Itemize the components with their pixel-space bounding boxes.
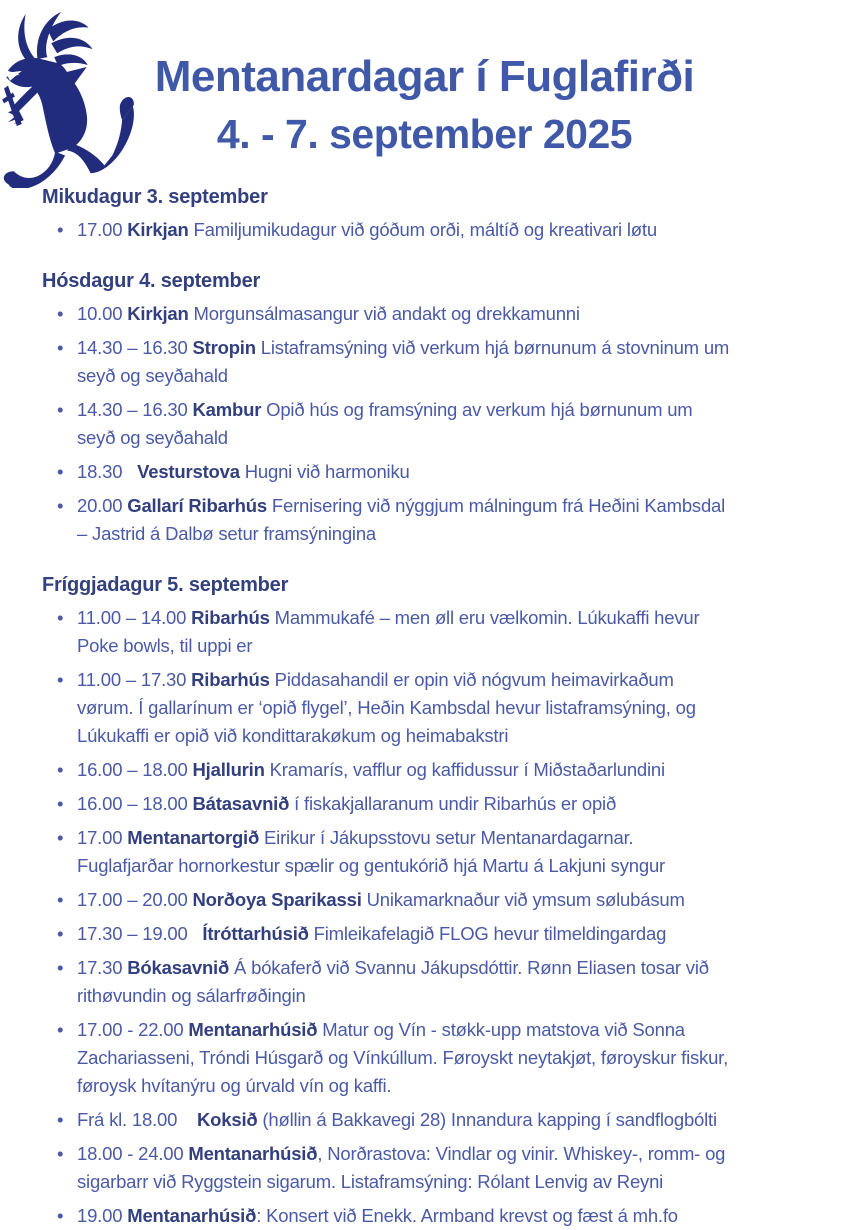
event-item — [42, 1016, 732, 1100]
event-venue: Bókasavnið — [127, 956, 230, 978]
event-desc: Matur og Vín - støkk-upp matstova við Sonna Zachariasseni, Tróndi Húsgarð og Vínkúllum. Føroyskt neytakjøt, føroyskur fiskur, føroysk hvítanýru og úrvald vín og kaffi. — [77, 1018, 729, 1096]
event-venue: Mentanarhúsið — [188, 1018, 318, 1040]
poster-header — [0, 0, 849, 158]
event-item — [42, 824, 732, 880]
event-desc: Piddasahandil er opin við nógvum heimavirkaðum vørum. Í gallarínum er ‘opið flygel’, Heðin Kambsdal hevur listaframsýning, og Lúkukaffi er opið við kondittarakøkum og heimabakstri — [77, 668, 696, 746]
event-desc: Familjumikudagur við góðum orði, máltíð og kreativari løtu — [188, 218, 657, 240]
event-venue: Kirkjan — [127, 302, 189, 324]
event-venue: Vesturstova — [137, 460, 240, 482]
event-desc: Á bókaferð við Svannu Jákupsdóttir. Rønn Eliasen tosar við rithøvundin og sálarfrøðingin — [77, 956, 709, 1006]
event-venue: Ítróttarhúsið — [202, 922, 309, 944]
running-troll-logo-icon — [2, 6, 135, 188]
event-item — [42, 396, 732, 452]
event-desc: Konsert við Enekk. Armband krevst og fæst á mh.fo — [261, 1204, 678, 1226]
event-desc: Kramarís, vafflur og kaffidussur í Miðstaðarlundini — [264, 758, 665, 780]
event-desc: Unikamarknaður við ymsum sølubásum — [361, 888, 685, 910]
day-heading: Hósdagur 4. september — [42, 269, 261, 292]
event-time: 17.00 — [77, 218, 128, 240]
event-venue: Hjallurin — [192, 758, 265, 780]
event-time: 17.00 - 22.00 — [77, 1018, 189, 1040]
event-time: 14.30 – 16.30 — [77, 398, 193, 420]
day-section — [42, 186, 732, 244]
event-time: 20.00 — [77, 494, 128, 516]
day-heading: Mikudagur 3. september — [42, 185, 268, 208]
event-list — [42, 300, 732, 548]
event-time: 19.00 — [77, 1204, 128, 1226]
event-desc: í fiskakjallaranum undir Ribarhús er opið — [289, 792, 617, 814]
event-desc: (høllin á Bakkavegi 28) Innandura kapping í sandflogbólti — [257, 1108, 717, 1130]
poster-date-range: 4. - 7. september 2025 — [216, 110, 633, 157]
event-item — [42, 920, 732, 948]
event-time: 17.30 — [77, 956, 128, 978]
event-time: 17.00 — [77, 826, 128, 848]
event-separator: : — [256, 1204, 262, 1226]
day-heading: Fríggjadagur 5. september — [42, 573, 289, 596]
event-item — [42, 954, 732, 1010]
event-time: 18.00 - 24.00 — [77, 1142, 189, 1164]
event-item — [42, 604, 732, 660]
event-desc: Mammukafé – men øll eru vælkomin. Lúkukaffi hevur Poke bowls, til uppi er — [77, 606, 700, 656]
event-desc: Fimleikafelagið FLOG hevur tilmeldingardag — [308, 922, 667, 944]
event-venue: Koksið — [197, 1108, 258, 1130]
event-venue: Ribarhús — [191, 606, 270, 628]
event-desc: Norðrastova: Vindlar og vinir. Whiskey-, romm- og sigarbarr við Ryggstein sigarum. Listaframsýning: Rólant Lenvig av Reyni — [77, 1142, 726, 1192]
event-time: 17.00 – 20.00 — [77, 888, 193, 910]
event-venue: Stropin — [192, 336, 256, 358]
event-item — [42, 492, 732, 548]
event-item — [42, 1106, 732, 1134]
day-section — [42, 574, 732, 1230]
event-venue: Mentanarhúsið — [127, 1204, 257, 1226]
event-venue: Norðoya Sparikassi — [192, 888, 362, 910]
schedule — [0, 158, 770, 1230]
event-desc: Morgunsálmasangur við andakt og drekkamunni — [188, 302, 580, 324]
event-time: 10.00 — [77, 302, 128, 324]
event-item — [42, 334, 732, 390]
event-time: 17.30 – 19.00 — [77, 922, 203, 944]
event-desc: Opið hús og framsýning av verkum hjá børnunum um seyð og seyðahald — [77, 398, 693, 448]
event-item — [42, 756, 732, 784]
event-separator: , — [317, 1142, 323, 1164]
event-list — [42, 216, 732, 244]
event-time: 16.00 – 18.00 — [77, 758, 193, 780]
event-venue: Kambur — [192, 398, 262, 420]
event-time: 16.00 – 18.00 — [77, 792, 193, 814]
event-item — [42, 1140, 732, 1196]
event-venue: Gallarí Ribarhús — [127, 494, 267, 516]
event-time: 11.00 – 14.00 — [77, 606, 192, 628]
event-item — [42, 666, 732, 750]
event-venue: Mentanarhúsið — [188, 1142, 318, 1164]
event-item — [42, 300, 732, 328]
day-section — [42, 270, 732, 548]
event-venue: Ribarhús — [191, 668, 270, 690]
event-list — [42, 604, 732, 1230]
event-desc: Fernisering við nýggjum málningum frá Heðini Kambsdal – Jastrid á Dalbø setur framsýningina — [77, 494, 726, 544]
event-desc: Eirikur í Jákupsstovu setur Mentanardagarnar. Fuglafjarðar hornorkestur spælir og gentukórið hjá Martu á Lakjuni syngur — [77, 826, 665, 876]
event-venue: Kirkjan — [127, 218, 189, 240]
event-time: 18.30 — [77, 460, 138, 482]
event-desc: Hugni við harmoniku — [239, 460, 410, 482]
event-item — [42, 886, 732, 914]
event-item — [42, 458, 732, 486]
event-item — [42, 790, 732, 818]
event-time: 14.30 – 16.30 — [77, 336, 193, 358]
event-time: Frá kl. 18.00 — [77, 1108, 197, 1130]
event-item — [42, 1202, 732, 1230]
event-desc: Listaframsýning við verkum hjá børnunum á stovninum um seyð og seyðahald — [77, 336, 730, 386]
event-time: 11.00 – 17.30 — [77, 668, 192, 690]
event-item — [42, 216, 732, 244]
event-venue: Mentanartorgið — [127, 826, 260, 848]
poster-title: Mentanardagar í Fuglafirði — [154, 52, 695, 101]
event-venue: Bátasavnið — [192, 792, 290, 814]
